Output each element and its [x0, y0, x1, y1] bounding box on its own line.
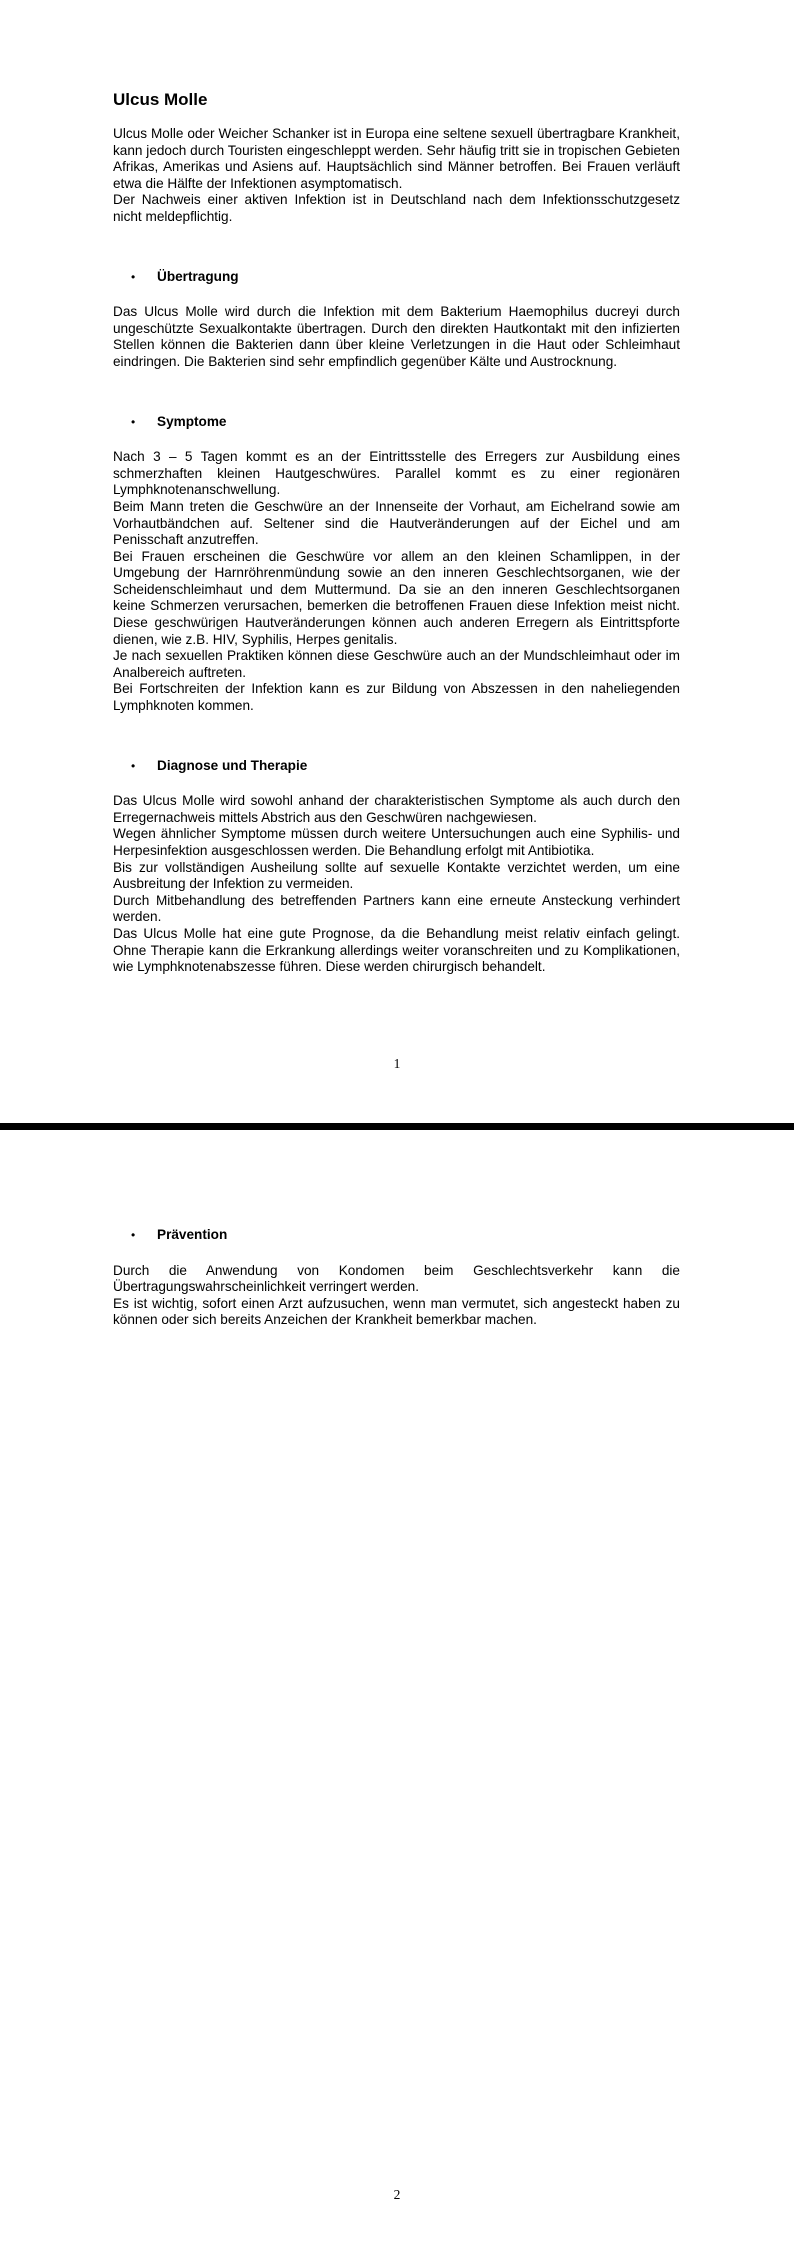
body-paragraph: Das Ulcus Molle wird sowohl anhand der charakteristischen Symptome als auch durch den Erregernachweis mittels Abstrich aus den Geschwüren nachgewiesen.	[113, 793, 680, 825]
page-1	[0, 0, 794, 1123]
intro-paragraph: Ulcus Molle oder Weicher Schanker ist in Europa eine seltene sexuell übertragbare Krankheit, kann jedoch durch Touristen eingeschleppt werden. Sehr häufig tritt sie in tropischen Gebieten Afrikas, Amerikas und Asiens auf. Hauptsächlich sind Männer betroffen. Bei Frauen verläuft etwa die Hälfte der Infektionen asymptomatisch.	[113, 126, 680, 191]
bullet-icon: •	[131, 758, 136, 773]
page-divider	[0, 1123, 794, 1130]
section-heading-praevention	[113, 1227, 680, 1244]
body-paragraph: Bei Fortschreiten der Infektion kann es zur Bildung von Abszessen in den naheliegenden Lymphknoten kommen.	[113, 681, 680, 714]
body-paragraph: Das Ulcus Molle wird durch die Infektion mit dem Bakterium Haemophilus ducreyi durch ungeschützte Sexualkontakte übertragen. Durch den direkten Hautkontakt mit den infizierten Stellen können die Bakterien dann über kleine Verletzungen in die Haut oder Schleimhaut eindringen. Die Bakterien sind sehr empfindlich gegenüber Kälte und Austrocknung.	[113, 304, 680, 369]
section-heading-diagnose-und-therapie	[113, 758, 680, 775]
section-heading-label: Symptome	[157, 413, 227, 429]
page-number: 1	[393, 1056, 401, 1071]
body-paragraph: Das Ulcus Molle hat eine gute Prognose, da die Behandlung meist relativ einfach gelingt. Ohne Therapie kann die Erkrankung allerdings weiter voranschreiten und zu Komplikationen, wie Lymphknotenabszesse führen. Diese werden chirurgisch behandelt.	[113, 925, 680, 975]
body-paragraph: Beim Mann treten die Geschwüre an der Innenseite der Vorhaut, am Eichelrand sowie am Vorhautbändchen auf. Seltener sind die Hautveränderungen auf der Eichel und am Penisschaft anzutreffen.	[113, 498, 680, 548]
bullet-icon: •	[131, 414, 136, 429]
body-paragraph: Wegen ähnlicher Symptome müssen durch weitere Untersuchungen auch eine Syphilis- und Herpesinfektion ausgeschlossen werden. Die Behandlung erfolgt mit Antibiotika.	[113, 826, 680, 858]
section-heading-symptome	[113, 414, 680, 431]
page-number: 2	[393, 2187, 401, 2202]
document-title: Ulcus Molle	[113, 90, 208, 109]
section-heading-label: Übertragung	[157, 268, 239, 284]
section-heading-label: Prävention	[157, 1227, 228, 1242]
bullet-icon: •	[131, 269, 136, 284]
page-2	[0, 1130, 794, 2251]
body-paragraph: Nach 3 – 5 Tagen kommt es an der Eintrittsstelle des Erregers zur Ausbildung eines schmerzhaften kleinen Hautgeschwüres. Parallel kommt es zu einer regionären Lymphknotenanschwellung.	[113, 449, 680, 498]
intro-paragraph: Der Nachweis einer aktiven Infektion ist in Deutschland nach dem Infektionsschutzgesetz nicht meldepflichtig.	[113, 192, 680, 224]
section-heading-uebertragung	[113, 269, 680, 286]
body-paragraph: Durch die Anwendung von Kondomen beim Geschlechtsverkehr kann die Übertragungswahrscheinlichkeit verringert werden.	[113, 1262, 680, 1295]
body-paragraph: Je nach sexuellen Praktiken können diese Geschwüre auch an der Mundschleimhaut oder im Analbereich auftreten.	[113, 648, 680, 680]
body-paragraph: Es ist wichtig, sofort einen Arzt aufzusuchen, wenn man vermutet, sich angesteckt haben zu können oder sich bereits Anzeichen der Krankheit bemerkbar machen.	[113, 1295, 680, 1328]
body-paragraph: Bei Frauen erscheinen die Geschwüre vor allem an den kleinen Schamlippen, in der Umgebung der Harnröhrenmündung sowie an den inneren Geschlechtsorganen, wie der Scheidenschleimhaut und dem Muttermund. Da sie an den inneren Geschlechtsorganen keine Schmerzen verursachen, bemerken die betroffenen Frauen diese Infektion meist nicht. Diese geschwürigen Hautveränderungen können auch anderen Erregern als Eintrittspforte dienen, wie z.B. HIV, Syphilis, Herpes genitalis.	[113, 548, 680, 647]
body-paragraph: Durch Mitbehandlung des betreffenden Partners kann eine erneute Ansteckung verhindert werden.	[113, 892, 680, 925]
body-paragraph: Bis zur vollständigen Ausheilung sollte auf sexuelle Kontakte verzichtet werden, um eine Ausbreitung der Infektion zu vermeiden.	[113, 859, 680, 892]
section-heading-label: Diagnose und Therapie	[157, 757, 308, 773]
bullet-icon: •	[131, 1228, 136, 1242]
